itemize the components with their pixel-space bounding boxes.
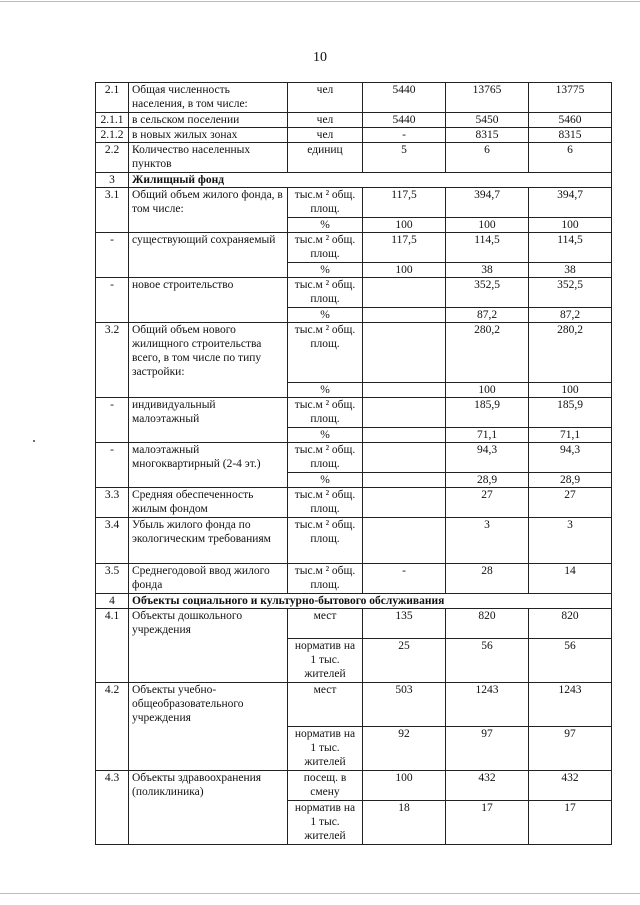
unit-cell: % xyxy=(288,218,363,233)
value-cell xyxy=(363,518,446,564)
value-cell: 8315 xyxy=(529,128,612,143)
unit-cell: мест xyxy=(288,683,363,727)
value-cell: 185,9 xyxy=(446,398,529,428)
unit-cell: чел xyxy=(288,113,363,128)
unit-cell: посещ. в смену xyxy=(288,771,363,801)
row-number: 4.2 xyxy=(96,683,129,771)
value-cell: 432 xyxy=(446,771,529,801)
table-row xyxy=(96,128,612,143)
value-cell: 14 xyxy=(529,564,612,594)
value-cell: 8315 xyxy=(446,128,529,143)
row-number: 4.1 xyxy=(96,609,129,683)
unit-cell: тыс.м ² общ. площ. xyxy=(288,233,363,263)
indicator-name: Количество населенных пунктов xyxy=(129,143,288,173)
value-cell: 280,2 xyxy=(529,323,612,383)
indicator-name: в новых жилых зонах xyxy=(129,128,288,143)
scan-edge-line xyxy=(0,893,640,894)
indicator-name: в сельском поселении xyxy=(129,113,288,128)
value-cell: 100 xyxy=(446,383,529,398)
indicator-name: Общий объем жилого фонда, в том числе: xyxy=(129,188,288,233)
row-number: 3.1 xyxy=(96,188,129,233)
section-row xyxy=(96,594,612,609)
unit-cell: норматив на 1 тыс. жителей xyxy=(288,727,363,771)
value-cell: 820 xyxy=(446,609,529,639)
indicator-name: существующий сохраняемый xyxy=(129,233,288,278)
unit-cell: % xyxy=(288,308,363,323)
row-number: - xyxy=(96,278,129,323)
value-cell: 13775 xyxy=(529,83,612,113)
value-cell: 97 xyxy=(446,727,529,771)
value-cell: 117,5 xyxy=(363,233,446,263)
indicator-name: индивидуальный малоэтажный xyxy=(129,398,288,443)
unit-cell: норматив на 1 тыс. жителей xyxy=(288,801,363,845)
value-cell: 503 xyxy=(363,683,446,727)
value-cell: 100 xyxy=(363,263,446,278)
unit-cell: % xyxy=(288,473,363,488)
value-cell: 38 xyxy=(529,263,612,278)
value-cell: 71,1 xyxy=(446,428,529,443)
value-cell: 100 xyxy=(363,771,446,801)
value-cell: 97 xyxy=(529,727,612,771)
value-cell: 3 xyxy=(529,518,612,564)
page-number: 10 xyxy=(313,50,327,65)
table-row xyxy=(96,398,612,428)
value-cell xyxy=(363,323,446,383)
indicator-name: Общая численность населения, в том числе: xyxy=(129,83,288,113)
value-cell: 56 xyxy=(529,639,612,683)
value-cell: - xyxy=(363,128,446,143)
indicator-name: Объекты дошкольного учреждения xyxy=(129,609,288,683)
row-number: - xyxy=(96,398,129,443)
value-cell: 5440 xyxy=(363,113,446,128)
table-row xyxy=(96,143,612,173)
unit-cell: норматив на 1 тыс. жителей xyxy=(288,639,363,683)
unit-cell: тыс.м ² общ. площ. xyxy=(288,278,363,308)
table-row xyxy=(96,443,612,473)
value-cell xyxy=(363,308,446,323)
row-number: - xyxy=(96,443,129,488)
indicator-name: малоэтажный многоквартирный (2-4 эт.) xyxy=(129,443,288,488)
indicator-name: Общий объем нового жилищного строительства всего, в том числе по типу застройки: xyxy=(129,323,288,398)
value-cell: 394,7 xyxy=(529,188,612,218)
value-cell: 56 xyxy=(446,639,529,683)
indicator-name: Объекты здравоохранения (поликлиника) xyxy=(129,771,288,845)
value-cell: 3 xyxy=(446,518,529,564)
unit-cell: % xyxy=(288,383,363,398)
section-row xyxy=(96,173,612,188)
table-row xyxy=(96,323,612,383)
value-cell: 100 xyxy=(363,218,446,233)
table-row xyxy=(96,278,612,308)
table-row xyxy=(96,188,612,218)
unit-cell: мест xyxy=(288,609,363,639)
unit-cell: тыс.м ² общ. площ. xyxy=(288,443,363,473)
value-cell: 28,9 xyxy=(529,473,612,488)
table-row xyxy=(96,771,612,801)
table-row xyxy=(96,233,612,263)
value-cell: 100 xyxy=(529,218,612,233)
value-cell: 5440 xyxy=(363,83,446,113)
value-cell xyxy=(363,383,446,398)
table-row xyxy=(96,564,612,594)
value-cell: 352,5 xyxy=(529,278,612,308)
value-cell: 280,2 xyxy=(446,323,529,383)
value-cell: 18 xyxy=(363,801,446,845)
indicator-name: Убыль жилого фонда по экологическим требованиям xyxy=(129,518,288,564)
value-cell xyxy=(363,473,446,488)
value-cell xyxy=(363,398,446,428)
value-cell: 38 xyxy=(446,263,529,278)
value-cell: 100 xyxy=(529,383,612,398)
value-cell: 135 xyxy=(363,609,446,639)
indicator-name: Объекты учебно-общеобразовательного учреждения xyxy=(129,683,288,771)
unit-cell: тыс.м ² общ. площ. xyxy=(288,323,363,383)
value-cell xyxy=(363,428,446,443)
unit-cell: тыс.м ² общ. площ. xyxy=(288,564,363,594)
section-title: Объекты социального и культурно-бытового обслуживания xyxy=(129,594,612,609)
value-cell: 87,2 xyxy=(446,308,529,323)
value-cell xyxy=(363,278,446,308)
value-cell: 92 xyxy=(363,727,446,771)
value-cell: 28 xyxy=(446,564,529,594)
unit-cell: единиц xyxy=(288,143,363,173)
unit-cell: тыс.м ² общ. площ. xyxy=(288,188,363,218)
value-cell: 117,5 xyxy=(363,188,446,218)
row-number: 3.4 xyxy=(96,518,129,564)
value-cell xyxy=(363,488,446,518)
row-number: 2.1 xyxy=(96,83,129,113)
unit-cell: чел xyxy=(288,128,363,143)
value-cell: 94,3 xyxy=(446,443,529,473)
value-cell: 28,9 xyxy=(446,473,529,488)
unit-cell: % xyxy=(288,428,363,443)
row-number: 3 xyxy=(96,173,129,188)
indicator-name: Средняя обеспеченность жилым фондом xyxy=(129,488,288,518)
value-cell xyxy=(363,443,446,473)
row-number: 2.1.1 xyxy=(96,113,129,128)
unit-cell: тыс.м ² общ. площ. xyxy=(288,398,363,428)
value-cell: 1243 xyxy=(529,683,612,727)
value-cell: 114,5 xyxy=(446,233,529,263)
value-cell: 114,5 xyxy=(529,233,612,263)
row-number: 3.3 xyxy=(96,488,129,518)
row-number: - xyxy=(96,233,129,278)
value-cell: - xyxy=(363,564,446,594)
row-number: 2.2 xyxy=(96,143,129,173)
table-row xyxy=(96,83,612,113)
table-row xyxy=(96,518,612,564)
row-number: 3.2 xyxy=(96,323,129,398)
value-cell: 5 xyxy=(363,143,446,173)
value-cell: 820 xyxy=(529,609,612,639)
unit-cell: % xyxy=(288,263,363,278)
value-cell: 27 xyxy=(529,488,612,518)
value-cell: 5460 xyxy=(529,113,612,128)
value-cell: 13765 xyxy=(446,83,529,113)
table-row xyxy=(96,609,612,639)
value-cell: 5450 xyxy=(446,113,529,128)
row-number: 2.1.2 xyxy=(96,128,129,143)
scan-speck xyxy=(33,440,35,442)
value-cell: 352,5 xyxy=(446,278,529,308)
indicator-name: новое строительство xyxy=(129,278,288,323)
table-row xyxy=(96,488,612,518)
indicators-table xyxy=(95,82,612,845)
unit-cell: тыс.м ² общ. площ. xyxy=(288,488,363,518)
value-cell: 17 xyxy=(529,801,612,845)
row-number: 4.3 xyxy=(96,771,129,845)
value-cell: 1243 xyxy=(446,683,529,727)
value-cell: 6 xyxy=(446,143,529,173)
value-cell: 432 xyxy=(529,771,612,801)
section-title: Жилищный фонд xyxy=(129,173,612,188)
unit-cell: тыс.м ² общ. площ. xyxy=(288,518,363,564)
row-number: 3.5 xyxy=(96,564,129,594)
value-cell: 6 xyxy=(529,143,612,173)
value-cell: 185,9 xyxy=(529,398,612,428)
indicator-name: Среднегодовой ввод жилого фонда xyxy=(129,564,288,594)
value-cell: 25 xyxy=(363,639,446,683)
table-row xyxy=(96,113,612,128)
table-row xyxy=(96,683,612,727)
row-number: 4 xyxy=(96,594,129,609)
value-cell: 71,1 xyxy=(529,428,612,443)
scan-edge-line xyxy=(0,1,640,2)
unit-cell: чел xyxy=(288,83,363,113)
value-cell: 394,7 xyxy=(446,188,529,218)
value-cell: 100 xyxy=(446,218,529,233)
value-cell: 87,2 xyxy=(529,308,612,323)
value-cell: 94,3 xyxy=(529,443,612,473)
value-cell: 17 xyxy=(446,801,529,845)
value-cell: 27 xyxy=(446,488,529,518)
